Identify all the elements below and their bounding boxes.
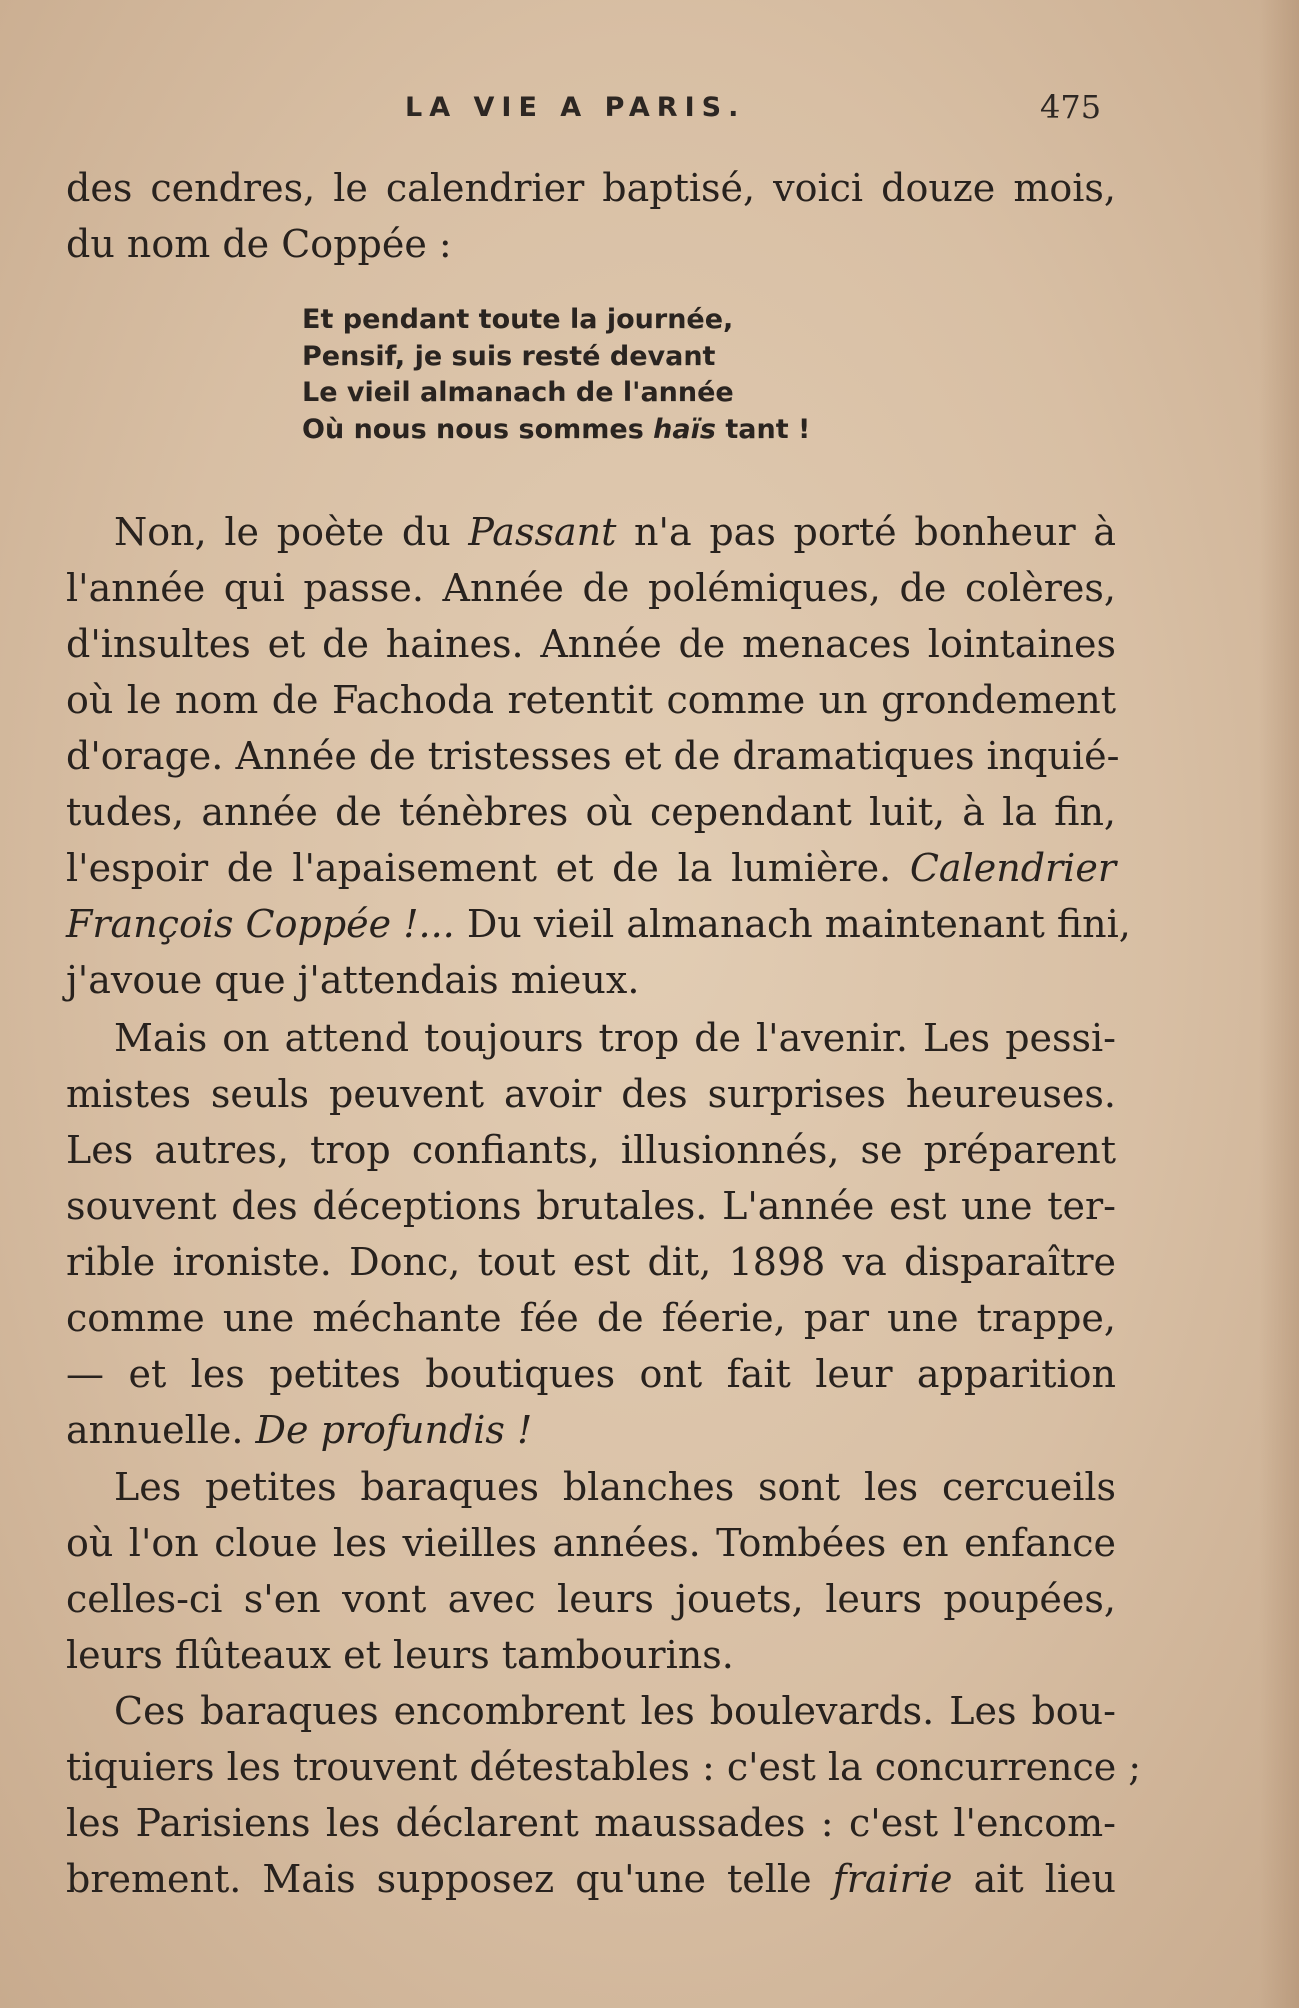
paragraph-1 <box>66 504 1131 1008</box>
text-line <box>66 1851 1116 1907</box>
text-line: d'orage. Année de tristesses et de dramatiques inquié- <box>66 734 1120 778</box>
text-line: des cendres, le calendrier baptisé, voici douze mois, <box>66 166 1116 210</box>
text-line: où l'on cloue les vieilles années. Tombées en enfance <box>66 1521 1116 1565</box>
text-line <box>66 840 1116 896</box>
text-line: rible ironiste. Donc, tout est dit, 1898 va disparaître <box>66 1240 1116 1284</box>
text-line <box>66 1402 1116 1458</box>
italic-word: frairie <box>832 1857 953 1901</box>
text-line: leurs flûteaux et leurs tambourins. <box>66 1633 734 1677</box>
text-span: Non, le poète du <box>114 510 469 554</box>
text-line: mistes seuls peuvent avoir des surprises heureuses. <box>66 1072 1116 1116</box>
italic-phrase: De profundis ! <box>255 1408 533 1452</box>
text-line: — et les petites boutiques ont fait leur apparition <box>66 1352 1116 1396</box>
text-line: les Parisiens les déclarent maussades : c'est l'encom- <box>66 1801 1116 1845</box>
text-line: du nom de Coppée : <box>66 222 452 266</box>
verse-line: Et pendant toute la journée, <box>302 304 734 335</box>
text-line: Les autres, trop confiants, illusionnés, se préparent <box>66 1128 1116 1172</box>
text-line: j'avoue que j'attendais mieux. <box>66 958 640 1002</box>
italic-title: François Coppée !... <box>66 902 455 946</box>
text-line: comme une méchante fée de féerie, par une trappe, <box>66 1296 1116 1340</box>
text-line: celles-ci s'en vont avec leurs jouets, leurs poupées, <box>66 1577 1116 1621</box>
verse-text: tant ! <box>715 413 811 445</box>
text-line: Mais on attend toujours trop de l'avenir. Les pessi- <box>114 1016 1116 1060</box>
text-span: l'espoir de l'apaisement et de la lumière. <box>66 846 910 890</box>
verse-line: Le vieil almanach de l'année <box>302 377 734 408</box>
text-line: tudes, année de ténèbres où cependant luit, à la fin, <box>66 790 1116 834</box>
paragraph-4 <box>66 1683 1142 1907</box>
page-edge-shadow <box>1259 0 1299 2008</box>
text-line <box>66 896 1131 952</box>
italic-title: Passant <box>468 510 617 554</box>
paragraph-3 <box>66 1459 1116 1683</box>
intro-paragraph <box>66 160 1116 272</box>
text-span: brement. Mais supposez qu'une telle <box>66 1857 833 1901</box>
page-number: 475 <box>1040 88 1102 126</box>
verse-text: Où nous nous sommes <box>302 413 654 445</box>
verse-italic-word: haïs <box>653 413 716 445</box>
text-line: où le nom de Fachoda retentit comme un grondement <box>66 678 1116 722</box>
paragraph-2 <box>66 1010 1116 1458</box>
italic-title: Calendrier <box>909 846 1116 890</box>
text-line: souvent des déceptions brutales. L'année est une ter- <box>66 1184 1116 1228</box>
text-line: l'année qui passe. Année de polémiques, de colères, <box>66 566 1116 610</box>
text-span: ait lieu <box>952 1857 1116 1901</box>
running-title: LA VIE A PARIS. <box>405 92 746 123</box>
text-line: Les petites baraques blanches sont les cercueils <box>114 1465 1116 1509</box>
text-span: annuelle. <box>66 1408 256 1452</box>
verse-line: Pensif, je suis resté devant <box>302 340 716 372</box>
text-line: tiquiers les trouvent détestables : c'est la concurrence ; <box>66 1745 1142 1789</box>
verse-quotation <box>302 302 810 448</box>
verse-line <box>302 412 810 449</box>
text-span: n'a pas porté bonheur à <box>616 510 1117 554</box>
text-line: d'insultes et de haines. Année de menaces lointaines <box>66 622 1116 666</box>
text-line <box>66 504 1116 560</box>
text-span: Du vieil almanach maintenant fini, <box>454 902 1131 946</box>
text-line: Ces baraques encombrent les boulevards. Les bou- <box>114 1689 1116 1733</box>
